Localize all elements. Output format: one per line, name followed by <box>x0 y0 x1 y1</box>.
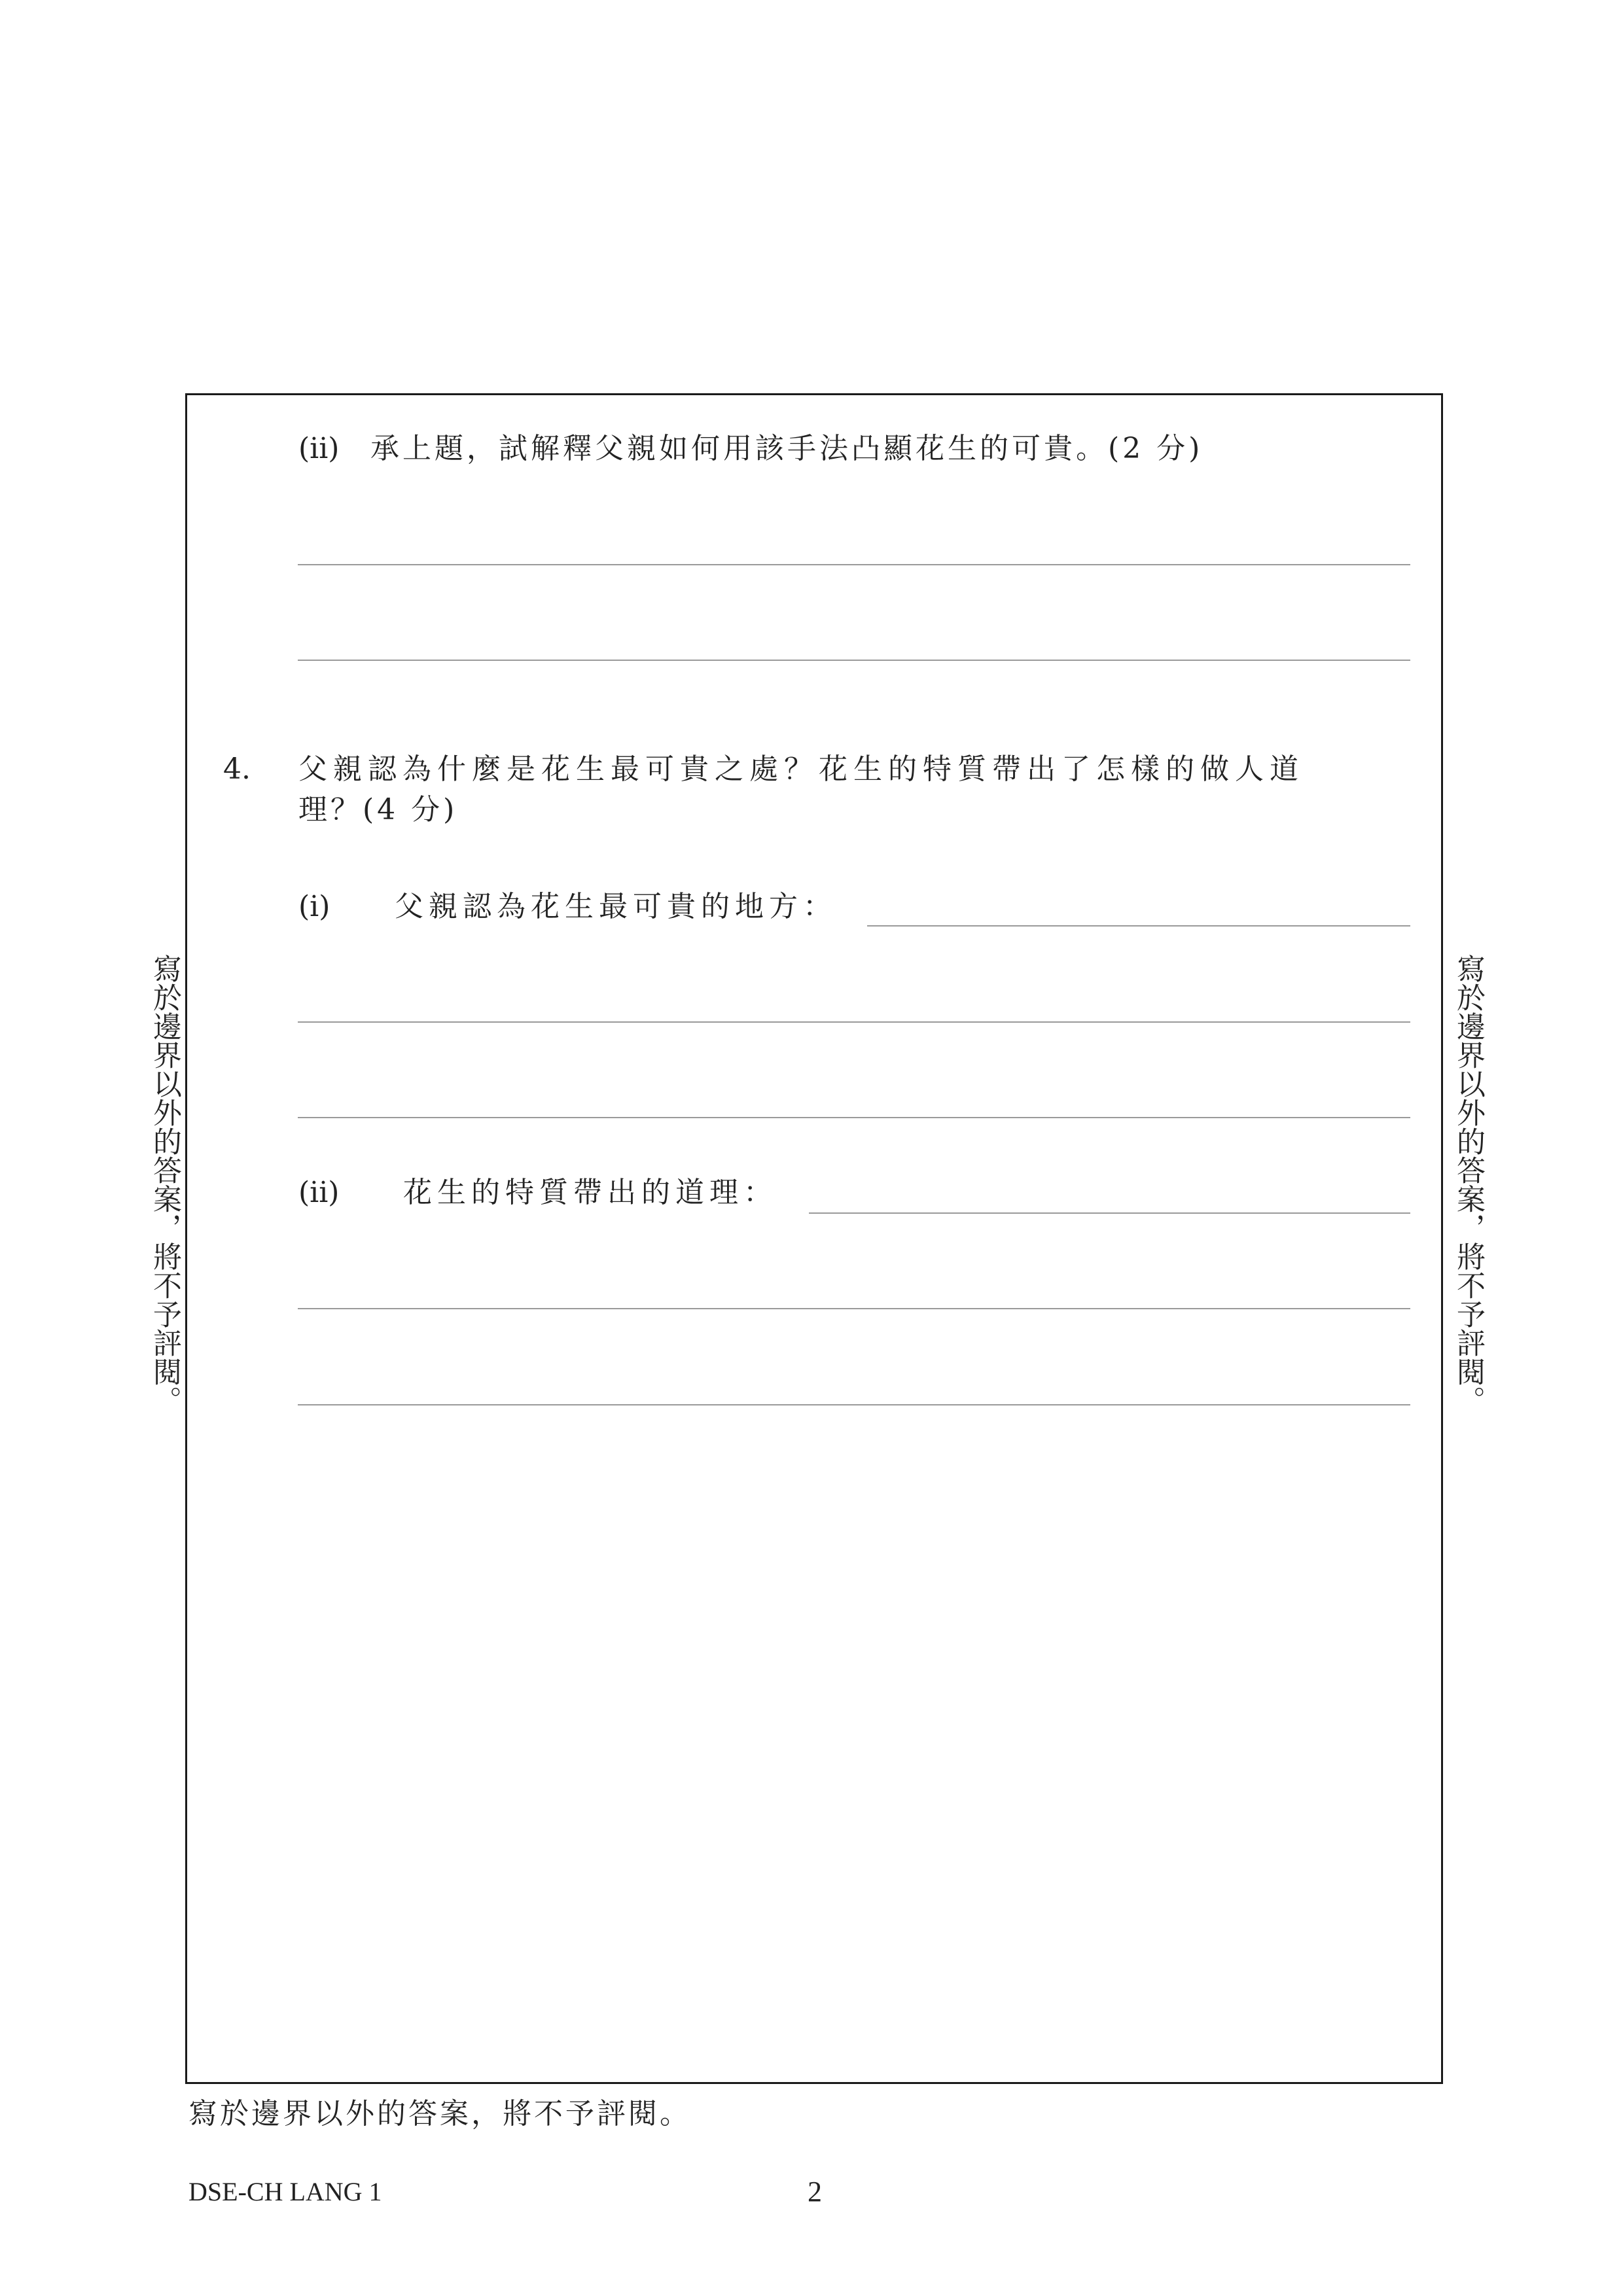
right-margin-warning: 寫於邊界以外的答案，將不予評閱。 <box>1452 954 1485 1415</box>
answer-line[interactable] <box>867 925 1410 927</box>
answer-box-border <box>185 393 1443 2084</box>
question-3-ii-label: (ii) <box>298 432 340 465</box>
answer-line[interactable] <box>298 564 1410 565</box>
question-4-i-prompt: 父親認為花生最可貴的地方： <box>395 890 837 923</box>
question-4-text-line1: 父親認為什麼是花生最可貴之處？花生的特質帶出了怎樣的做人道 <box>298 752 1304 786</box>
answer-line[interactable] <box>298 1117 1410 1118</box>
question-4-text-line2: 理？(4 分) <box>298 793 458 826</box>
question-3-ii-text: 承上題，試解釋父親如何用該手法凸顯花生的可貴。(2 分) <box>370 432 1204 465</box>
question-4-i-label: (i) <box>298 890 330 923</box>
answer-line[interactable] <box>298 660 1410 661</box>
left-margin-warning: 寫於邊界以外的答案，將不予評閱。 <box>148 954 181 1415</box>
answer-line[interactable] <box>298 1404 1410 1405</box>
page-number: 2 <box>808 2176 822 2208</box>
question-4-number: 4. <box>223 752 251 786</box>
answer-line[interactable] <box>298 1308 1410 1309</box>
footer-warning: 寫於邊界以外的答案，將不予評閱。 <box>188 2097 691 2130</box>
question-4-ii-prompt: 花生的特質帶出的道理： <box>403 1176 777 1209</box>
question-4-ii-label: (ii) <box>298 1176 340 1209</box>
answer-line[interactable] <box>809 1212 1410 1214</box>
answer-line[interactable] <box>298 1021 1410 1023</box>
paper-code: DSE-CH LANG 1 <box>188 2177 382 2206</box>
